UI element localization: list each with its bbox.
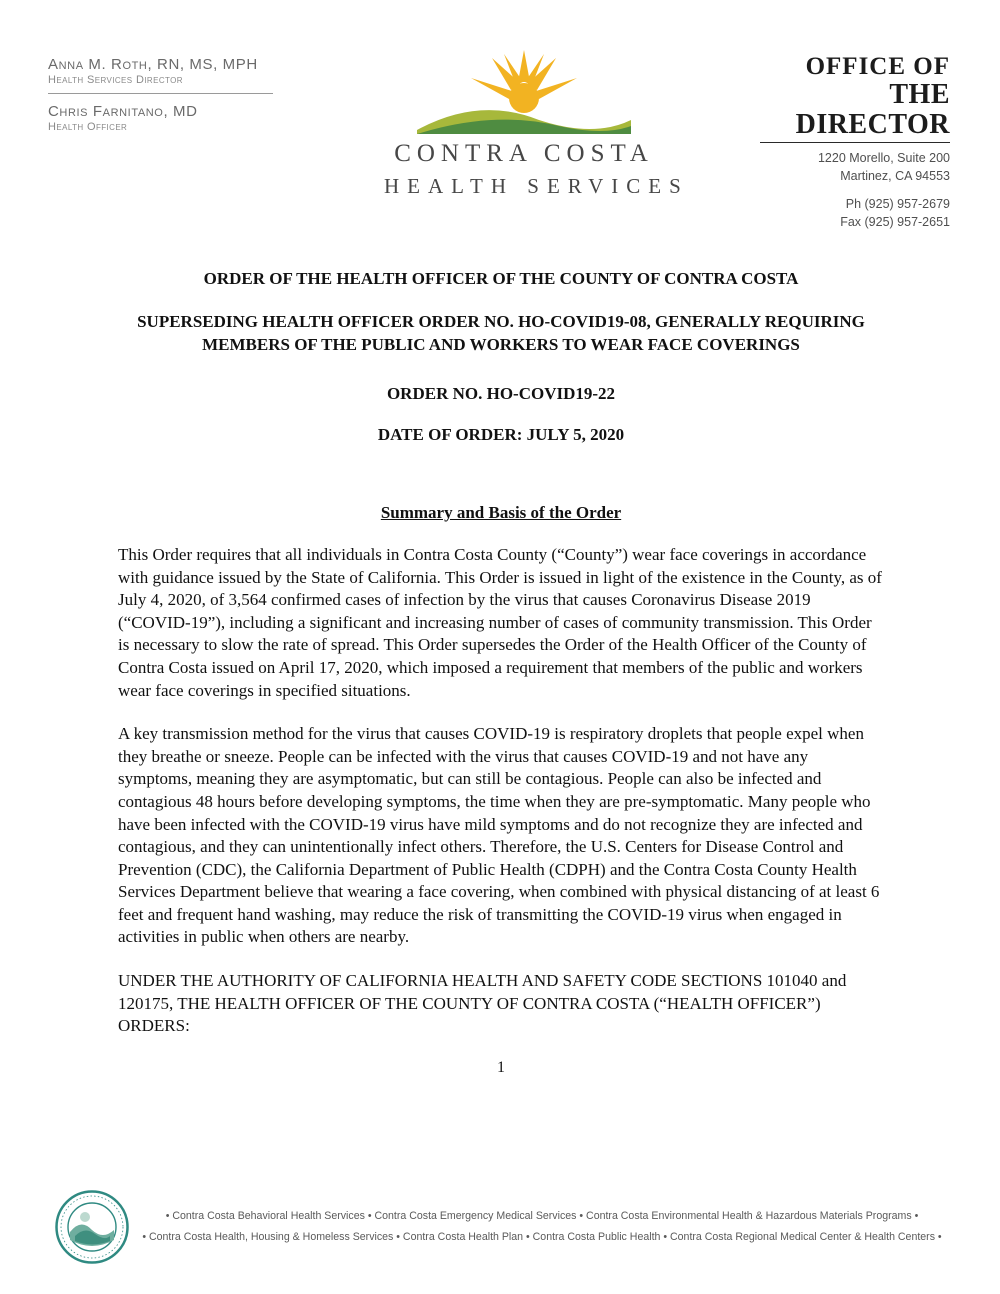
fax-number: Fax (925) 957-2651	[840, 215, 950, 230]
page-number: 1	[497, 1058, 505, 1076]
order-title: ORDER OF THE HEALTH OFFICER OF THE COUNTY OF CONTRA COSTA	[203, 269, 799, 288]
department-list	[129, 1206, 945, 1247]
department-list-line1: • Contra Costa Behavioral Health Services • Contra Costa Emergency Medical Services • Contra Costa Environmental Health & Hazardous Materials Programs •	[165, 1210, 919, 1223]
phone-number: Ph (925) 957-2679	[845, 197, 950, 212]
section-heading	[118, 503, 884, 523]
paragraph-transmission: A key transmission method for the virus that causes COVID-19 is respiratory droplets that people expel when they breathe or sneeze. People can be infected with the virus that causes COVID-19 and not have any symptoms, meaning they are asymptomatic, but can still be contagious. People can also be infected and contagious 48 hours before developing symptoms, the time when they are pre-symptomatic. Many people who have been infected with the COVID-19 virus have mild symptoms and do not recognize they are infected and contagious, and they can unintentionally infect others. Therefore, the U.S. Centers for Disease Control and Prevention (CDC), the California Department of Public Health (CDPH) and the Contra Costa County Health Services Department believe that wearing a face covering, when combined with physical distancing of at least 6 feet and frequent hand washing, may reduce the risk of transmitting the COVID-19 virus when engaged in activities in public when others are nearby.	[118, 724, 880, 947]
letterhead-divider	[48, 93, 273, 94]
logo-wordmark-line1: CONTRA COSTA	[394, 140, 654, 167]
document-body	[0, 268, 1000, 1077]
officials-block	[48, 52, 288, 133]
department-list-line2: • Contra Costa Health, Housing & Homeless Services • Contra Costa Health Plan • Contra Costa Public Health • Contra Costa Regional Medical Center & Health Centers •	[142, 1231, 942, 1243]
director-title: Health Services Director	[48, 74, 183, 86]
paragraph-authority: UNDER THE AUTHORITY OF CALIFORNIA HEALTH AND SAFETY CODE SECTIONS 101040 and 120175, THE HEALTH OFFICER OF THE COUNTY OF CONTRA COSTA (“HEALTH OFFICER”) ORDERS:	[118, 971, 847, 1036]
director-name: Anna M. Roth, RN, MS, MPH	[48, 56, 258, 73]
logo-wordmark-line2: HEALTH SERVICES	[384, 174, 689, 198]
page-footer	[0, 1190, 1000, 1264]
order-date: DATE OF ORDER: JULY 5, 2020	[377, 424, 625, 444]
letterhead	[0, 0, 1000, 230]
paragraph-summary: This Order requires that all individuals in Contra Costa County (“County”) wear face coverings in accordance with guidance issued by the State of California. This Order is issued in light of the existence in the County, as of July 4, 2020, of 3,564 confirmed cases of infection by the virus that causes Coronavirus Disease 2019 (“COVID-19”), including a significant and increasing number of cases of community transmission. This Order is necessary to slow the rate of spread. This Order supersedes the Order of the Health Officer of the County of Contra Costa issued on April 17, 2020, which imposed a requirement that members of the public and workers wear face coverings in specified situations.	[118, 544, 882, 700]
county-seal-icon	[55, 1190, 129, 1264]
agency-logo	[384, 46, 689, 199]
health-officer-name: Chris Farnitano, MD	[48, 103, 198, 120]
street-address: 1220 Morello, Suite 200	[817, 151, 950, 166]
the-director-label: THE DIRECTOR	[760, 80, 950, 143]
order-subtitle: SUPERSEDING HEALTH OFFICER ORDER NO. HO-COVID19-08, GENERALLY REQUIRING MEMBERS OF THE PUBLIC AND WORKERS TO WEAR FACE COVERINGS	[137, 312, 865, 355]
sun-hills-logo-icon	[399, 46, 649, 138]
section-heading-text: Summary and Basis of the Order	[380, 502, 622, 522]
health-officer-title: Health Officer	[48, 121, 128, 133]
order-number: ORDER NO. HO-COVID19-22	[386, 383, 616, 403]
office-of-label: OFFICE OF	[805, 53, 950, 80]
office-address-block	[760, 52, 950, 232]
city-state-zip: Martinez, CA 94553	[840, 169, 950, 184]
